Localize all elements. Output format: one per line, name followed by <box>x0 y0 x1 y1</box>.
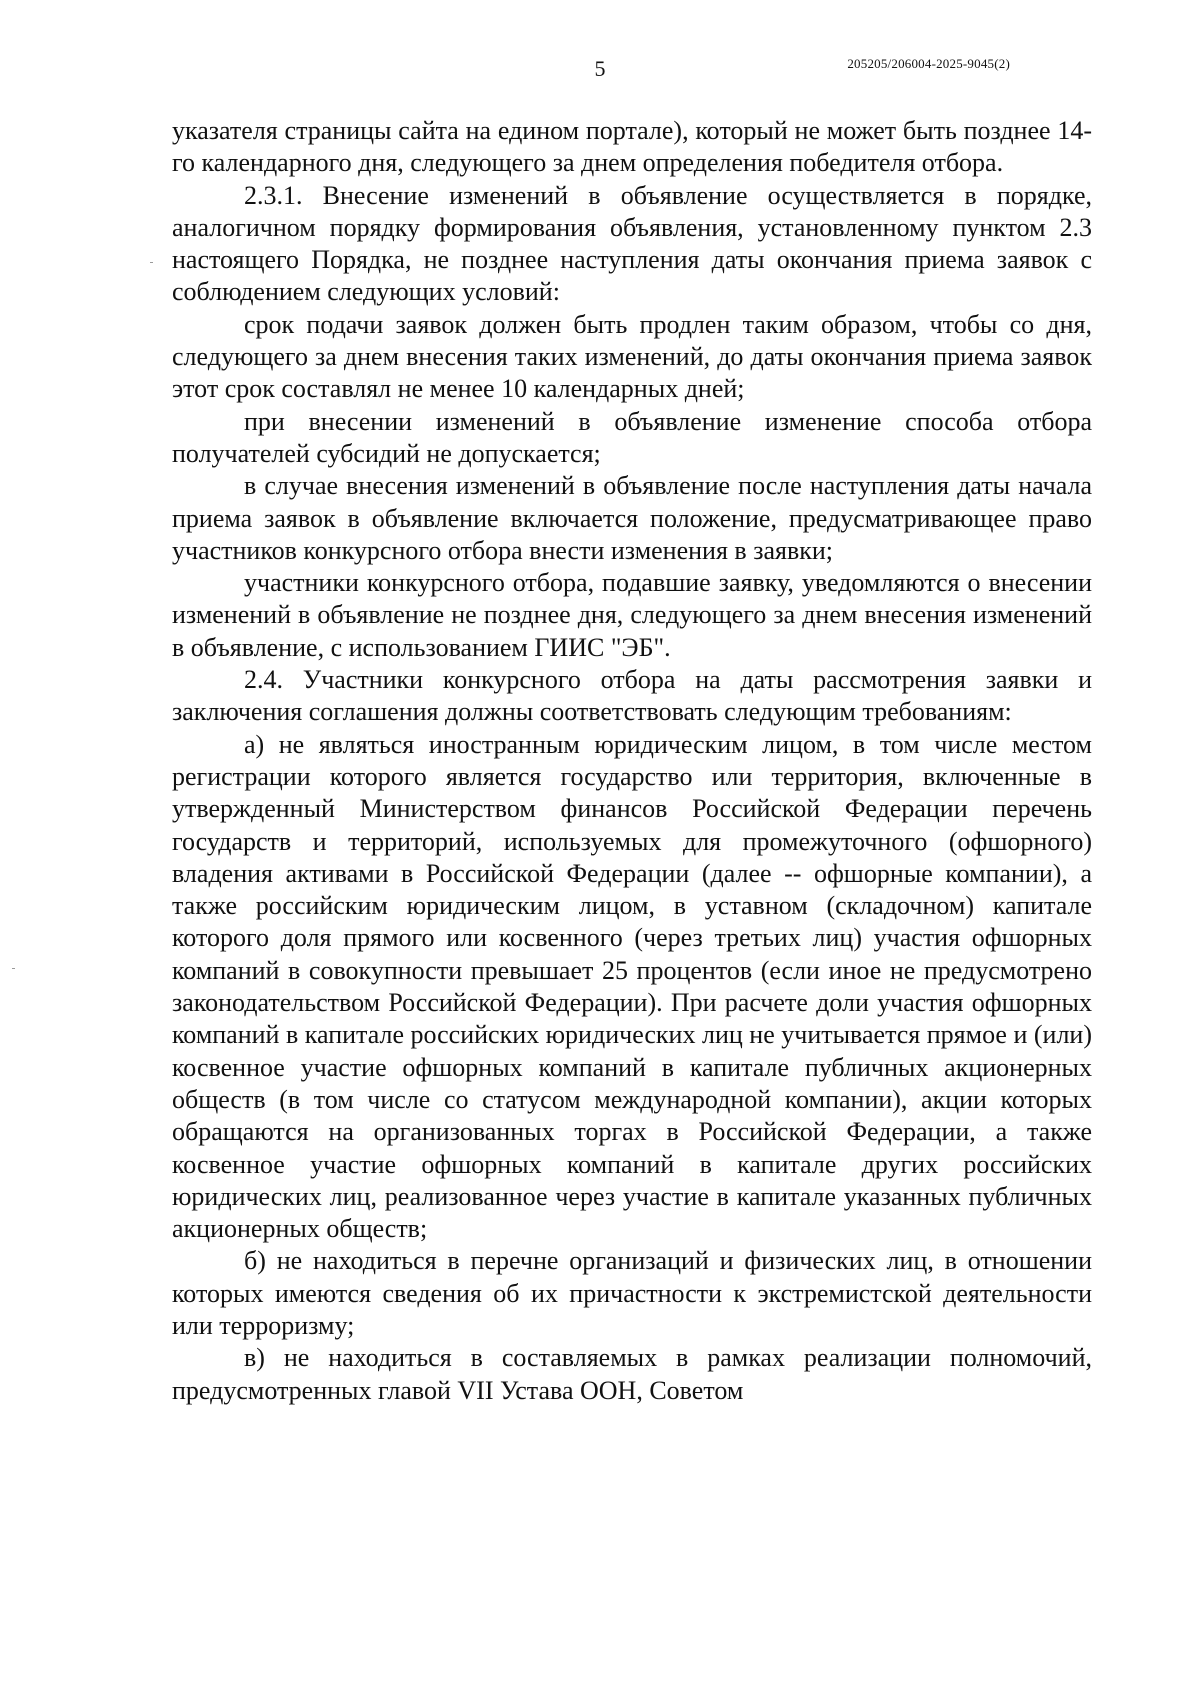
page-number: 5 <box>594 56 606 81</box>
document-reference: 205205/206004-2025-9045(2) <box>847 56 1010 71</box>
paragraph-requirement-v: в) не находиться в составляемых в рамках реализации полномочий, предусмотренных главой VII Устава ООН, Советом <box>172 1343 1092 1405</box>
paragraph-continuation: указателя страницы сайта на едином портале), который не может быть позднее 14-го календарного дня, следующего за днем определения победителя отбора. <box>172 116 1092 178</box>
paragraph-condition-notification: участники конкурсного отбора, подавшие заявку, уведомляются о внесении изменений в объявление не позднее дня, следующего за днем внесения изменений в объявление, с использованием ГИИС "ЭБ". <box>172 568 1092 662</box>
document-body <box>172 115 1092 1407</box>
paragraph-requirement-b: б) не находиться в перечне организаций и физических лиц, в отношении которых имеются сведения об их причастности к экстремистской деятельности или терроризму; <box>172 1246 1092 1340</box>
paragraph-2-3-1: 2.3.1. Внесение изменений в объявление осуществляется в порядке, аналогичном порядку формирования объявления, установленному пунктом 2.3 настоящего Порядка, не позднее наступления даты окончания приема заявок с соблюдением следующих условий: <box>172 180 1092 307</box>
paragraph-condition-amendments: в случае внесения изменений в объявление после наступления даты начала приема заявок в объявление включается положение, предусматривающее право участников конкурсного отбора внести изменения в заявки; <box>172 471 1092 565</box>
paragraph-condition-deadline: срок подачи заявок должен быть продлен таким образом, чтобы со дня, следующего за днем внесения таких изменений, до даты окончания приема заявок этот срок составлял не менее 10 календарных дней; <box>172 309 1092 404</box>
scan-margin-mark <box>12 968 15 969</box>
scan-margin-mark <box>150 262 153 263</box>
paragraph-condition-method: при внесении изменений в объявление изменение способа отбора получателей субсидий не допускается; <box>172 406 1092 468</box>
paragraph-requirement-a: а) не являться иностранным юридическим лицом, в том числе местом регистрации которого является государство или территория, включенные в утвержденный Министерством финансов Российской Федерации перечень государств и территорий, используемых для промежуточного (офшорного) владения активами в Российской Федерации (далее -- офшорные компании), а также российским юридическим лицом, в уставном (складочном) капитале которого доля прямого или косвенного (через третьих лиц) участия офшорных компаний в совокупности превышает 25 процентов (если иное не предусмотрено законодательством Российской Федерации). При расчете доли участия офшорных компаний в капитале российских юридических лиц не учитывается прямое и (или) косвенное участие офшорных компаний в капитале публичных акционерных обществ (в том числе со статусом международной компании), акции которых обращаются на организованных торгах в Российской Федерации, а также косвенное участие офшорных компаний в капитале других российских юридических лиц, реализованное через участие в капитале указанных публичных акционерных обществ; <box>172 729 1092 1244</box>
paragraph-2-4: 2.4. Участники конкурсного отбора на даты рассмотрения заявки и заключения соглашения должны соответствовать следующим требованиям: <box>172 665 1092 727</box>
